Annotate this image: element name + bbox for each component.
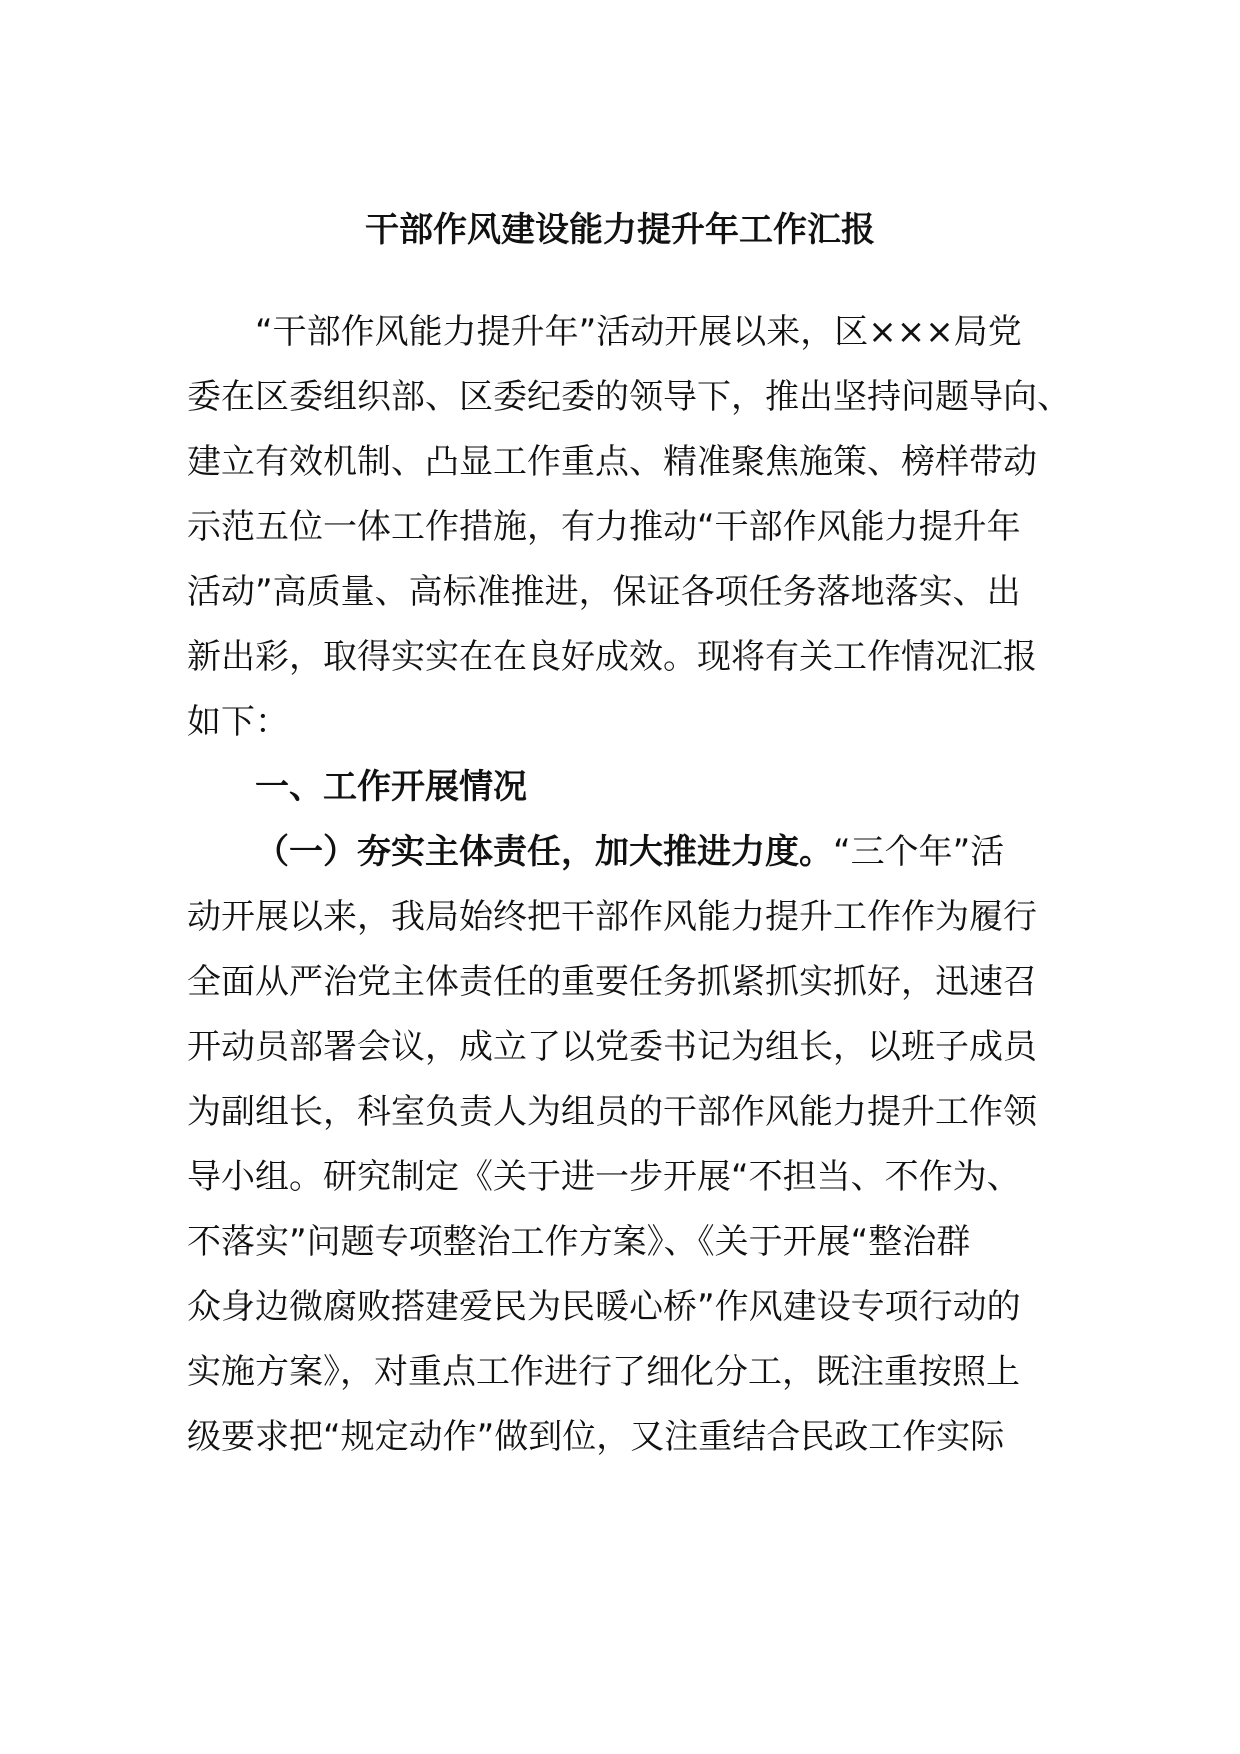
paragraph-2-line-1 [187, 820, 1042, 885]
document-body [187, 300, 1071, 1470]
paragraph-2-line-10: 级要求把“规定动作”做到位，又注重结合民政工作实际 [187, 1417, 1005, 1457]
paragraph-1-line-5: 活动”高质量、高标准推进，保证各项任务落地落实、出 [187, 572, 1021, 612]
paragraph-1-line-3: 建立有效机制、凸显工作重点、精准聚焦施策、榜样带动 [187, 442, 1037, 482]
paragraph-2-line-9: 实施方案》，对重点工作进行了细化分工，既注重按照上 [187, 1352, 1020, 1392]
paragraph-2-line-3: 全面从严治党主体责任的重要任务抓紧抓实抓好，迅速召 [187, 962, 1037, 1002]
section-heading-1: 一、工作开展情况 [255, 767, 527, 807]
paragraph-2-line-1-rest: “三个年”活 [833, 832, 1005, 872]
document-title: 干部作风建设能力提升年工作汇报 [365, 210, 875, 250]
paragraph-1-line-4: 示范五位一体工作措施，有力推动“干部作风能力提升年 [187, 507, 1021, 547]
paragraph-1-line-1: “干部作风能力提升年”活动开展以来，区×××局党 [255, 312, 1022, 352]
paragraph-2-line-5: 为副组长，科室负责人为组员的干部作风能力提升工作领 [187, 1092, 1037, 1132]
subsection-heading-1: （一）夯实主体责任，加大推进力度。 [255, 832, 833, 872]
paragraph-2-line-8: 众身边微腐败搭建爱民为民暖心桥”作风建设专项行动的 [187, 1287, 1021, 1327]
paragraph-2-line-4: 开动员部署会议，成立了以党委书记为组长，以班子成员 [187, 1027, 1037, 1067]
paragraph-1-line-2: 委在区委组织部、区委纪委的领导下，推出坚持问题导向、 [187, 377, 1071, 417]
paragraph-2-line-6: 导小组。研究制定《关于进一步开展“不担当、不作为、 [187, 1157, 1021, 1197]
paragraph-1-line-6: 新出彩，取得实实在在良好成效。现将有关工作情况汇报 [187, 637, 1037, 677]
paragraph-2-line-7: 不落实”问题专项整治工作方案》、《关于开展“整治群 [187, 1222, 971, 1262]
paragraph-1-line-7: 如下： [187, 702, 289, 742]
paragraph-2-line-2: 动开展以来，我局始终把干部作风能力提升工作作为履行 [187, 897, 1037, 937]
